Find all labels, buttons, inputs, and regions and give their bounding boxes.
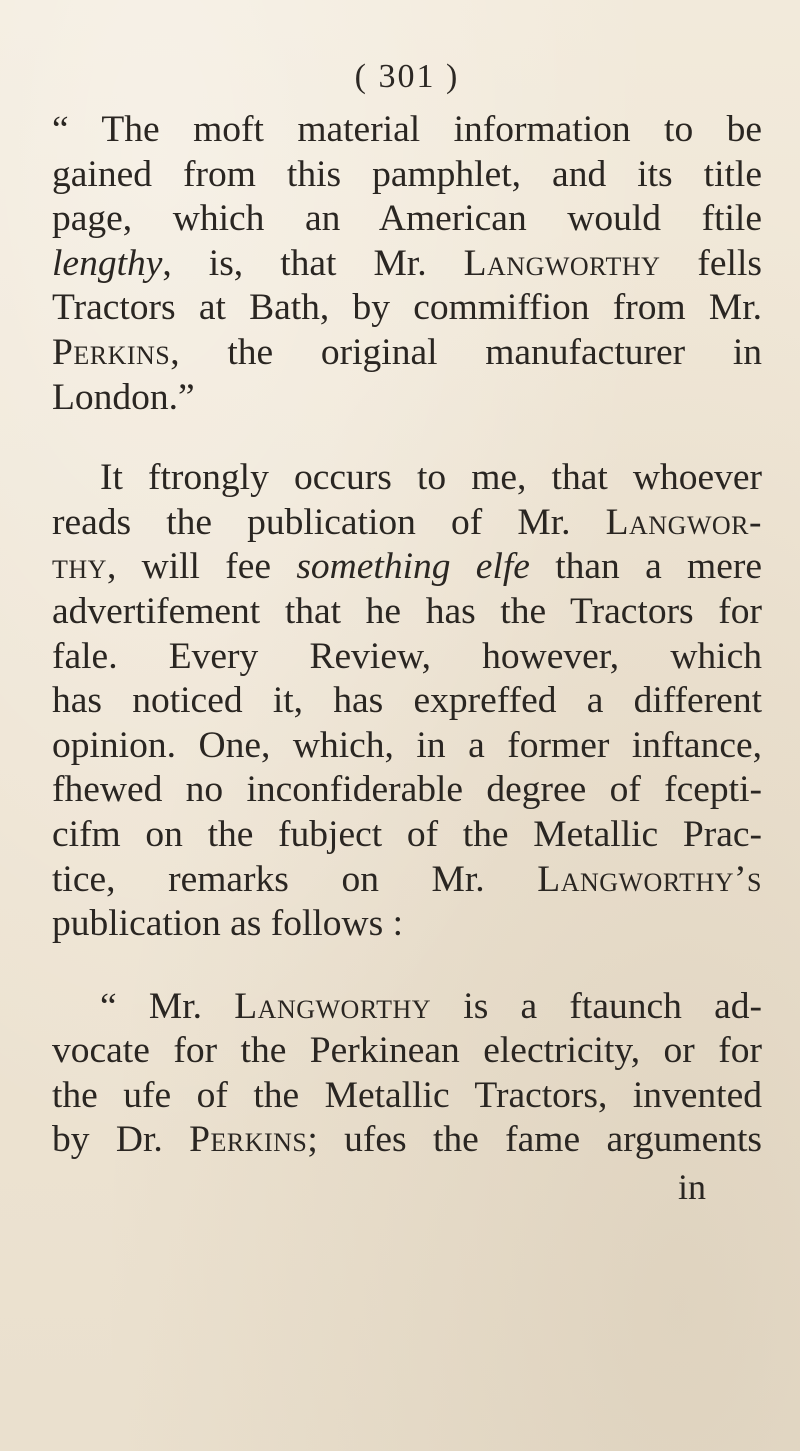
text-line: fale. Every Review, however, which (52, 635, 762, 677)
page-number: ( 301 ) (354, 58, 460, 95)
text-line: cifm on the fubject of the Metallic Prac- (52, 813, 762, 855)
paragraph-2 (52, 456, 762, 947)
text-line: “ The moft material information to be (52, 109, 762, 150)
text-line: thy, will fee something elfe than a mere (52, 546, 762, 588)
text-line: publication as follows : (52, 903, 403, 945)
text-line: by Dr. Perkins; ufes the fame arguments (52, 1119, 763, 1161)
text-line: vocate for the Perkinean electricity, or for (52, 1030, 762, 1072)
text-line: “ Mr. Langworthy is a ftaunch ad- (100, 985, 762, 1027)
text-line: fhewed no inconfiderable degree of fcepti- (52, 769, 762, 811)
catchword: in (677, 1167, 706, 1208)
text-line: advertifement that he has the Tractors for (52, 590, 762, 632)
text-line: It ftrongly occurs to me, that whoever (100, 457, 762, 499)
text-line: opinion. One, which, in a former inftance, (52, 724, 762, 766)
text-line: page, which an American would ftile (52, 198, 762, 240)
text-line: Tractors at Bath, by commiffion from Mr. (52, 287, 762, 329)
text-line: Perkins, the original manufacturer in (52, 331, 762, 373)
paragraph-3 (52, 985, 762, 1163)
text-line: reads the publication of Mr. Langwor- (52, 501, 762, 543)
text-line: London.” (52, 376, 195, 418)
text-line: gained from this pamphlet, and its title (52, 153, 762, 195)
text-line: the ufe of the Metallic Tractors, invented (52, 1074, 762, 1116)
text-line: tice, remarks on Mr. Langworthy’s (52, 858, 762, 900)
text-line: has noticed it, has expreffed a different (52, 680, 762, 722)
paragraph-1 (52, 108, 762, 420)
text-line: lengthy, is, that Mr. Langworthy fells (52, 242, 762, 284)
